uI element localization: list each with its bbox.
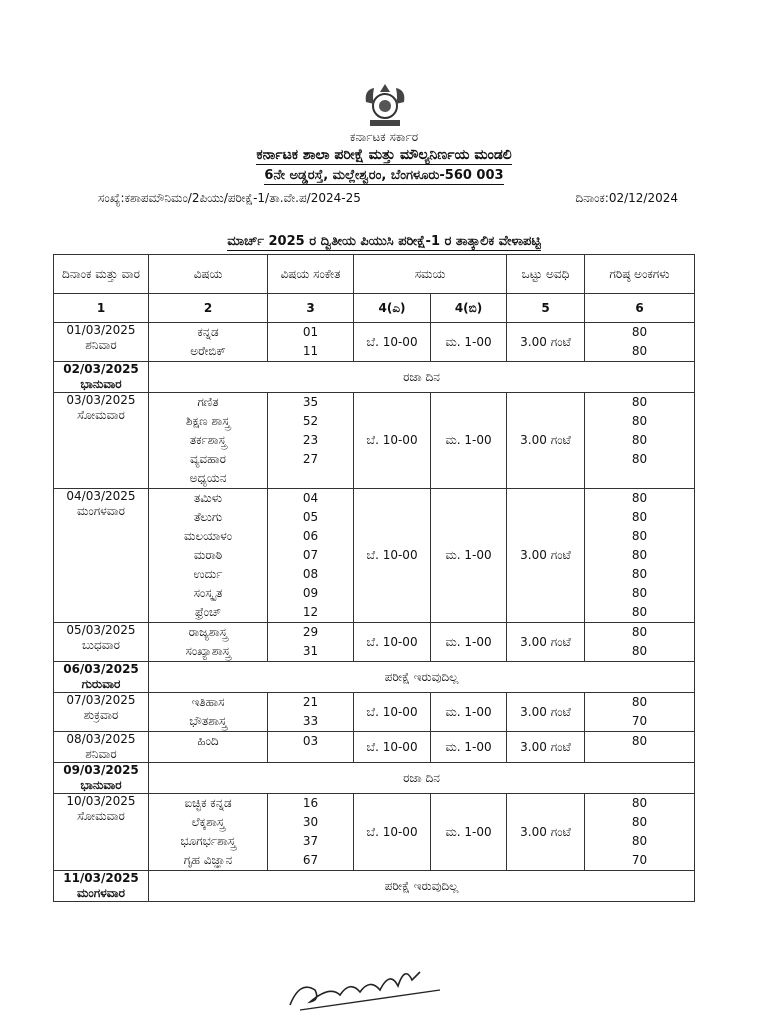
timetable-row bbox=[54, 323, 695, 362]
subject: ಗಣಿತ bbox=[197, 395, 219, 409]
exam-date: 03/03/2025 bbox=[66, 393, 136, 407]
subject: ಗೃಹ ವಿಜ್ಞಾನ bbox=[183, 853, 233, 867]
end-time: ಮ. 1-00 bbox=[431, 732, 507, 763]
subject-code: 31 bbox=[302, 644, 319, 658]
subject-code: 12 bbox=[302, 605, 319, 619]
subject-code: 08 bbox=[302, 567, 319, 581]
timetable-body bbox=[54, 323, 695, 902]
subject-code: 01 bbox=[302, 325, 319, 339]
subject: ಫ್ರೆಂಚ್ bbox=[194, 605, 222, 619]
exam-day: ಮಂಗಳವಾರ bbox=[76, 504, 126, 518]
start-time: ಬೆ. 10-00 bbox=[354, 693, 431, 732]
max-marks: 80 bbox=[631, 734, 648, 748]
subject: ಮರಾಠಿ bbox=[193, 548, 223, 562]
holiday-note: ರಜಾ ದಿನ bbox=[149, 763, 695, 794]
date-cell bbox=[54, 693, 149, 732]
start-time: ಬೆ. 10-00 bbox=[354, 323, 431, 362]
col-header-subject: ವಿಷಯ bbox=[149, 255, 268, 294]
duration: 3.00 ಗಂಟೆ bbox=[507, 732, 585, 763]
exam-day: ಭಾನುವಾರ bbox=[80, 377, 122, 391]
max-marks: 80 bbox=[631, 834, 648, 848]
timetable-row bbox=[54, 489, 695, 623]
exam-day: ಸೋಮವಾರ bbox=[77, 809, 125, 823]
subject-code-cell bbox=[268, 732, 354, 763]
max-marks: 80 bbox=[631, 796, 648, 810]
start-time: ಬೆ. 10-00 bbox=[354, 623, 431, 662]
subject: ಇತಿಹಾಸ bbox=[191, 695, 225, 709]
board-address: 6ನೇ ಅಡ್ಡರಸ್ತೆ, ಮಲ್ಲೇಶ್ವರಂ, ಬೆಂಗಳೂರು-560 003 bbox=[264, 168, 504, 183]
max-marks-cell bbox=[585, 323, 695, 362]
col-header-duration: ಒಟ್ಟು ಅವಧಿ bbox=[507, 255, 585, 294]
exam-day: ಬುಧವಾರ bbox=[82, 638, 120, 652]
subject: ಭೌತಶಾಸ್ತ್ರ bbox=[189, 714, 227, 728]
subject: ಐಚ್ಛಿಕ ಕನ್ನಡ bbox=[184, 796, 232, 810]
col-number: 5 bbox=[507, 294, 585, 323]
exam-date: 02/03/2025 bbox=[63, 362, 139, 376]
subject: ಅಧ್ಯಯನ bbox=[189, 471, 227, 485]
subject: ಉರ್ದು bbox=[193, 567, 223, 581]
max-marks: 80 bbox=[631, 529, 648, 543]
date-cell bbox=[54, 871, 149, 902]
subject: ತರ್ಕಶಾಸ್ತ್ರ bbox=[189, 433, 227, 447]
date-cell bbox=[54, 323, 149, 362]
holiday-note: ಪರೀಕ್ಷೆ ಇರುವುದಿಲ್ಲ bbox=[149, 662, 695, 693]
subject: ವ್ಯವಹಾರ bbox=[190, 452, 226, 466]
col-header-date: ದಿನಾಂಕ ಮತ್ತು ವಾರ bbox=[54, 255, 149, 294]
timetable-row bbox=[54, 662, 695, 693]
timetable-row bbox=[54, 732, 695, 763]
max-marks: 80 bbox=[631, 586, 648, 600]
subject-code-cell bbox=[268, 323, 354, 362]
subject-code: 11 bbox=[302, 344, 319, 358]
max-marks: 80 bbox=[631, 491, 648, 505]
reference-number: ಸಂಖ್ಯೆ:ಕಶಾಪಮೌನಿಮಂ/2ಪಿಯು/ಪರೀಕ್ಷೆ-1/ತಾ.ವೇ.ಪ/2024-25 bbox=[98, 191, 361, 205]
subject: ಭೂಗರ್ಭಶಾಸ್ತ್ರ bbox=[180, 834, 236, 848]
column-number-row bbox=[54, 294, 695, 323]
max-marks-cell bbox=[585, 693, 695, 732]
exam-date: 06/03/2025 bbox=[63, 662, 139, 676]
max-marks: 80 bbox=[631, 510, 648, 524]
subject-cell bbox=[149, 323, 268, 362]
max-marks-cell bbox=[585, 732, 695, 763]
max-marks-cell bbox=[585, 489, 695, 623]
start-time: ಬೆ. 10-00 bbox=[354, 794, 431, 871]
subject-cell bbox=[149, 794, 268, 871]
max-marks: 80 bbox=[631, 625, 648, 639]
col-number: 1 bbox=[54, 294, 149, 323]
subject: ತಮಿಳು bbox=[193, 491, 223, 505]
subject-code-cell bbox=[268, 794, 354, 871]
date-cell bbox=[54, 393, 149, 489]
duration: 3.00 ಗಂಟೆ bbox=[507, 489, 585, 623]
timetable-row bbox=[54, 871, 695, 902]
max-marks: 80 bbox=[631, 567, 648, 581]
date-cell bbox=[54, 662, 149, 693]
exam-date: 05/03/2025 bbox=[66, 623, 136, 637]
max-marks-cell bbox=[585, 623, 695, 662]
max-marks-cell bbox=[585, 794, 695, 871]
date-cell bbox=[54, 763, 149, 794]
date-cell bbox=[54, 732, 149, 763]
subject-code: 35 bbox=[302, 395, 319, 409]
date-cell bbox=[54, 623, 149, 662]
end-time: ಮ. 1-00 bbox=[431, 323, 507, 362]
timetable-row bbox=[54, 362, 695, 393]
subject: ಸಂಖ್ಯಾಶಾಸ್ತ್ರ bbox=[185, 644, 231, 658]
subject: ಮಲಯಾಳಂ bbox=[183, 529, 233, 543]
start-time: ಬೆ. 10-00 bbox=[354, 732, 431, 763]
timetable-row bbox=[54, 623, 695, 662]
col-header-code: ವಿಷಯ ಸಂಕೇತ bbox=[268, 255, 354, 294]
timetable-row bbox=[54, 763, 695, 794]
col-header-marks: ಗರಿಷ್ಠ ಅಂಕಗಳು bbox=[585, 255, 695, 294]
karnataka-emblem bbox=[360, 82, 410, 130]
col-number: 3 bbox=[268, 294, 354, 323]
subject-cell bbox=[149, 693, 268, 732]
duration: 3.00 ಗಂಟೆ bbox=[507, 323, 585, 362]
subject: ರಾಜ್ಯಶಾಸ್ತ್ರ bbox=[188, 625, 228, 639]
holiday-note: ರಜಾ ದಿನ bbox=[149, 362, 695, 393]
subject-cell bbox=[149, 732, 268, 763]
exam-day: ಗುರುವಾರ bbox=[81, 677, 121, 691]
subject-cell bbox=[149, 489, 268, 623]
government-name: ಕರ್ನಾಟಕ ಸರ್ಕಾರ bbox=[349, 130, 419, 144]
max-marks: 80 bbox=[631, 644, 648, 658]
timetable-title: ಮಾರ್ಚ್ 2025 ರ ದ್ವಿತೀಯ ಪಿಯುಸಿ ಪರೀಕ್ಷೆ-1 ರ ತಾತ್ಕಾಲಿಕ ವೇಳಾಪಟ್ಟಿ bbox=[227, 234, 541, 249]
subject-code: 05 bbox=[302, 510, 319, 524]
max-marks: 80 bbox=[631, 344, 648, 358]
end-time: ಮ. 1-00 bbox=[431, 623, 507, 662]
exam-day: ಸೋಮವಾರ bbox=[77, 408, 125, 422]
col-number: 4(ಬಿ) bbox=[431, 294, 507, 323]
exam-date: 11/03/2025 bbox=[63, 871, 139, 885]
exam-date: 08/03/2025 bbox=[66, 732, 136, 746]
subject-code: 27 bbox=[302, 452, 319, 466]
subject-code: 04 bbox=[302, 491, 319, 505]
subject-code: 16 bbox=[302, 796, 319, 810]
exam-day: ಭಾನುವಾರ bbox=[80, 778, 122, 792]
subject-code: 09 bbox=[302, 586, 319, 600]
end-time: ಮ. 1-00 bbox=[431, 693, 507, 732]
board-name: ಕರ್ನಾಟಕ ಶಾಲಾ ಪರೀಕ್ಷೆ ಮತ್ತು ಮೌಲ್ಯನಿರ್ಣಯ ಮಂಡಲಿ bbox=[256, 147, 512, 163]
subject-code-cell bbox=[268, 693, 354, 732]
subject-code: 52 bbox=[302, 414, 319, 428]
max-marks: 80 bbox=[631, 695, 648, 709]
timetable-row bbox=[54, 693, 695, 732]
exam-day: ಶುಕ್ರವಾರ bbox=[83, 708, 119, 722]
col-header-time: ಸಮಯ bbox=[354, 255, 507, 294]
holiday-note: ಪರೀಕ್ಷೆ ಇರುವುದಿಲ್ಲ bbox=[149, 871, 695, 902]
subject: ಹಿಂದಿ bbox=[197, 734, 219, 748]
max-marks: 80 bbox=[631, 452, 648, 466]
col-number: 6 bbox=[585, 294, 695, 323]
subject: ಕನ್ನಡ bbox=[197, 325, 219, 339]
subject-cell bbox=[149, 393, 268, 489]
max-marks: 80 bbox=[631, 815, 648, 829]
col-number: 2 bbox=[149, 294, 268, 323]
timetable-row bbox=[54, 393, 695, 489]
end-time: ಮ. 1-00 bbox=[431, 393, 507, 489]
start-time: ಬೆ. 10-00 bbox=[354, 393, 431, 489]
end-time: ಮ. 1-00 bbox=[431, 794, 507, 871]
exam-date: 09/03/2025 bbox=[63, 763, 139, 777]
end-time: ಮ. 1-00 bbox=[431, 489, 507, 623]
circular-date: ದಿನಾಂಕ:02/12/2024 bbox=[575, 191, 678, 205]
exam-date: 04/03/2025 bbox=[66, 489, 136, 503]
subject: ಶಿಕ್ಷಣ ಶಾಸ್ತ್ರ bbox=[186, 414, 230, 428]
max-marks: 70 bbox=[631, 853, 648, 867]
subject-code: 67 bbox=[302, 853, 319, 867]
max-marks: 80 bbox=[631, 605, 648, 619]
signature bbox=[280, 950, 460, 1020]
subject-code: 21 bbox=[302, 695, 319, 709]
subject: ಅರೇಬಿಕ್ bbox=[190, 344, 226, 358]
timetable-row bbox=[54, 794, 695, 871]
max-marks: 80 bbox=[631, 414, 648, 428]
subject-code-cell bbox=[268, 393, 354, 489]
max-marks-cell bbox=[585, 393, 695, 489]
max-marks: 80 bbox=[631, 548, 648, 562]
duration: 3.00 ಗಂಟೆ bbox=[507, 693, 585, 732]
subject-cell bbox=[149, 623, 268, 662]
timetable bbox=[53, 254, 695, 902]
exam-date: 07/03/2025 bbox=[66, 693, 136, 707]
start-time: ಬೆ. 10-00 bbox=[354, 489, 431, 623]
exam-day: ಮಂಗಳವಾರ bbox=[76, 886, 126, 900]
exam-day: ಶನಿವಾರ bbox=[85, 747, 117, 761]
subject-code: 03 bbox=[302, 734, 319, 748]
date-cell bbox=[54, 794, 149, 871]
max-marks: 80 bbox=[631, 325, 648, 339]
exam-date: 10/03/2025 bbox=[66, 794, 136, 808]
subject: ಸಂಸ್ಕೃತ bbox=[193, 586, 223, 600]
duration: 3.00 ಗಂಟೆ bbox=[507, 623, 585, 662]
duration: 3.00 ಗಂಟೆ bbox=[507, 393, 585, 489]
subject-code-cell bbox=[268, 623, 354, 662]
date-cell bbox=[54, 489, 149, 623]
subject-code: 37 bbox=[302, 834, 319, 848]
subject: ಲೆಕ್ಕಶಾಸ್ತ್ರ bbox=[191, 815, 225, 829]
max-marks: 70 bbox=[631, 714, 648, 728]
subject-code: 30 bbox=[302, 815, 319, 829]
exam-date: 01/03/2025 bbox=[66, 323, 136, 337]
col-number: 4(ಎ) bbox=[354, 294, 431, 323]
max-marks: 80 bbox=[631, 433, 648, 447]
subject-code: 07 bbox=[302, 548, 319, 562]
subject-code-cell bbox=[268, 489, 354, 623]
subject-code: 06 bbox=[302, 529, 319, 543]
max-marks: 80 bbox=[631, 395, 648, 409]
subject-code: 23 bbox=[302, 433, 319, 447]
exam-day: ಶನಿವಾರ bbox=[85, 338, 117, 352]
subject: ತೆಲುಗು bbox=[193, 510, 223, 524]
date-cell bbox=[54, 362, 149, 393]
subject-code: 29 bbox=[302, 625, 319, 639]
duration: 3.00 ಗಂಟೆ bbox=[507, 794, 585, 871]
subject-code: 33 bbox=[302, 714, 319, 728]
